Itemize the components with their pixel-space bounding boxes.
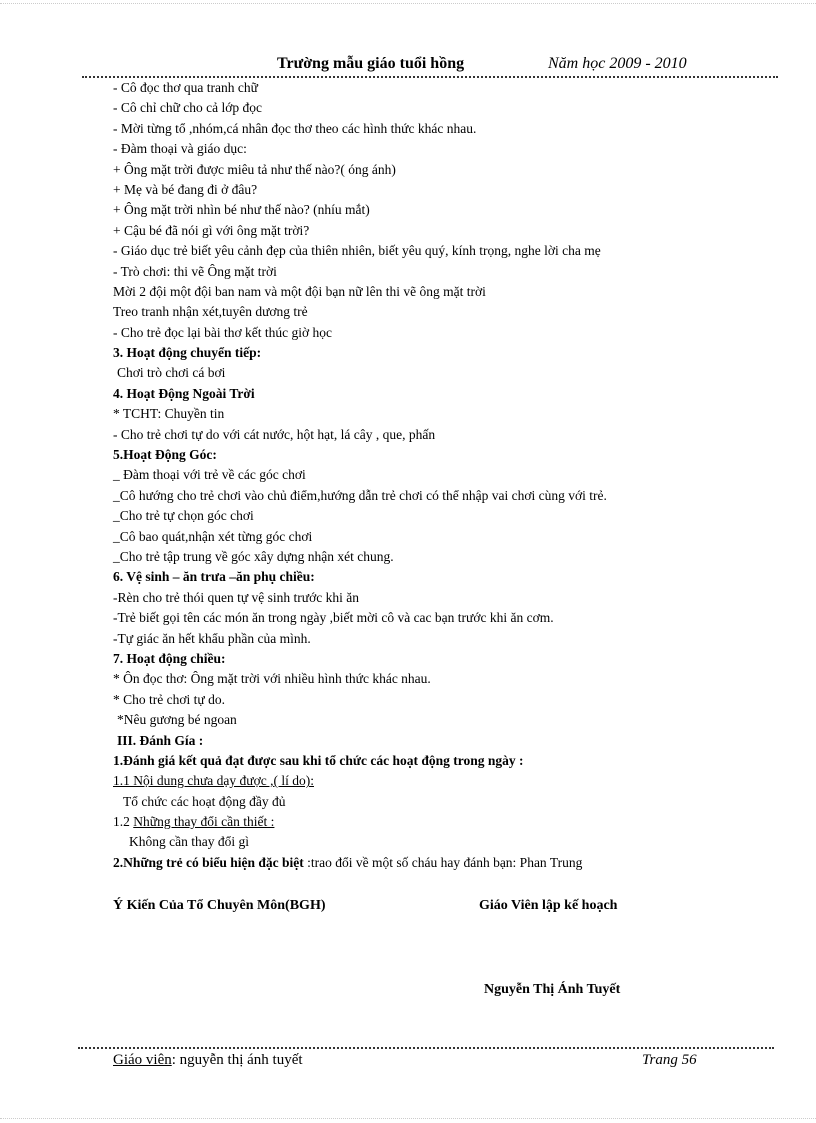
signature-teacher-name: Nguyễn Thị Ánh Tuyết	[484, 982, 621, 997]
text-line: 6. Vệ sinh – ăn trưa –ăn phụ chiều:	[113, 569, 315, 585]
footer-label: Giáo viên	[113, 1052, 172, 1068]
text-line: * TCHT: Chuyền tin	[113, 406, 225, 422]
text-line: _Cho trẻ tập trung về góc xây dựng nhận xét chung.	[113, 548, 394, 564]
text-line	[113, 853, 793, 873]
text-line: _Cô bao quát,nhận xét từng góc chơi	[113, 528, 313, 544]
text-line: _Cô hướng cho trẻ chơi vào chủ điểm,hướng dẫn trẻ chơi có thể nhập vai chơi cùng với trẻ.	[113, 487, 607, 503]
text-line: + Ông mặt trời nhìn bé như thế nào? (nhíu mắt)	[113, 202, 370, 218]
text-line: 1.1 Nội dung chưa dạy được ,( lí do):	[113, 773, 314, 789]
text-line: 7. Hoạt động chiều:	[113, 650, 226, 666]
text-line: - Mời từng tổ ,nhóm,cá nhân đọc thơ theo các hình thức khác nhau.	[113, 120, 477, 136]
text-line: 3. Hoạt động chuyển tiếp:	[113, 345, 262, 361]
signature-teacher-title: Giáo Viên lập kế hoạch	[479, 898, 618, 913]
footer-divider	[78, 1047, 774, 1049]
text-line: * Cho trẻ chơi tự do.	[113, 691, 225, 707]
footer-teacher-name: : nguyễn thị ánh tuyết	[171, 1052, 303, 1068]
text-line	[113, 812, 793, 832]
page-edge-bottom	[0, 1118, 816, 1119]
text-line: Tổ chức các hoạt động đầy đủ	[123, 793, 286, 809]
line-text: :trao đổi về một số cháu hay đánh bạn: Phan Trung	[303, 854, 583, 870]
text-line: Không cần thay đổi gì	[129, 834, 249, 850]
text-line: + Ông mặt trời được miêu tả như thế nào?( óng ánh)	[113, 161, 396, 177]
text-line: - Đàm thoại và giáo dục:	[113, 141, 247, 157]
page-edge-top	[0, 3, 816, 4]
text-line: + Cậu bé đã nói gì với ông mặt trời?	[113, 222, 310, 238]
header-school: Trường mẫu giáo tuổi hồng	[277, 55, 465, 72]
text-line: - Trò chơi: thi vẽ Ông mặt trời	[113, 263, 277, 279]
text-line: 1.Đánh giá kết quả đạt được sau khi tổ chức các hoạt động trong ngày :	[113, 752, 524, 768]
text-line: - Cho trẻ đọc lại bài thơ kết thúc giờ học	[113, 324, 332, 340]
line-number: 1.2	[113, 814, 134, 830]
text-line: _ Đàm thoại với trẻ về các góc chơi	[113, 467, 306, 483]
text-line: -Tự giác ăn hết khẩu phần của mình.	[113, 630, 311, 646]
line-heading: 2.Những trẻ có biểu hiện đặc biệt	[113, 854, 304, 870]
signature-committee: Ý Kiến Của Tổ Chuyên Môn(BGH)	[113, 898, 326, 913]
text-line: 4. Hoạt Động Ngoài Trời	[113, 385, 255, 401]
footer-teacher	[113, 1052, 303, 1069]
text-line: -Rèn cho trẻ thói quen tự vệ sinh trước khi ăn	[113, 589, 359, 605]
text-line: - Cô chỉ chữ cho cả lớp đọc	[113, 100, 263, 116]
text-line: - Giáo dục trẻ biết yêu cảnh đẹp của thiên nhiên, biết yêu quý, kính trọng, nghe lời cha mẹ	[113, 243, 601, 259]
text-line: -Trẻ biết gọi tên các món ăn trong ngày ,biết mời cô và cac bạn trước khi ăn cơm.	[113, 610, 554, 626]
header-year: Năm học 2009 - 2010	[548, 55, 687, 72]
text-line: Treo tranh nhận xét,tuyên dương trẻ	[113, 304, 308, 320]
text-line: _Cho trẻ tự chọn góc chơi	[113, 508, 254, 524]
text-line: 5.Hoạt Động Góc:	[113, 447, 217, 463]
text-line: III. Đánh Gía :	[117, 732, 204, 748]
text-line: Mời 2 đội một đội ban nam và một đội bạn nữ lên thi vẽ ông mặt trời	[113, 283, 486, 299]
text-line: - Cô đọc thơ qua tranh chữ	[113, 80, 258, 95]
text-line: Chơi trò chơi cá bơi	[117, 365, 226, 381]
text-line: * Ôn đọc thơ: Ông mặt trời với nhiều hình thức khác nhau.	[113, 671, 431, 687]
text-line: + Mẹ và bé đang đi ở đâu?	[113, 181, 258, 197]
text-line: *Nêu gương bé ngoan	[117, 712, 237, 728]
line-heading: Những thay đổi cần thiết :	[133, 814, 275, 830]
page-header	[0, 55, 816, 77]
document-body	[113, 78, 793, 873]
footer-page-number: Trang 56	[642, 1052, 697, 1068]
text-line: - Cho trẻ chơi tự do với cát nước, hột hạt, lá cây , que, phấn	[113, 426, 436, 442]
